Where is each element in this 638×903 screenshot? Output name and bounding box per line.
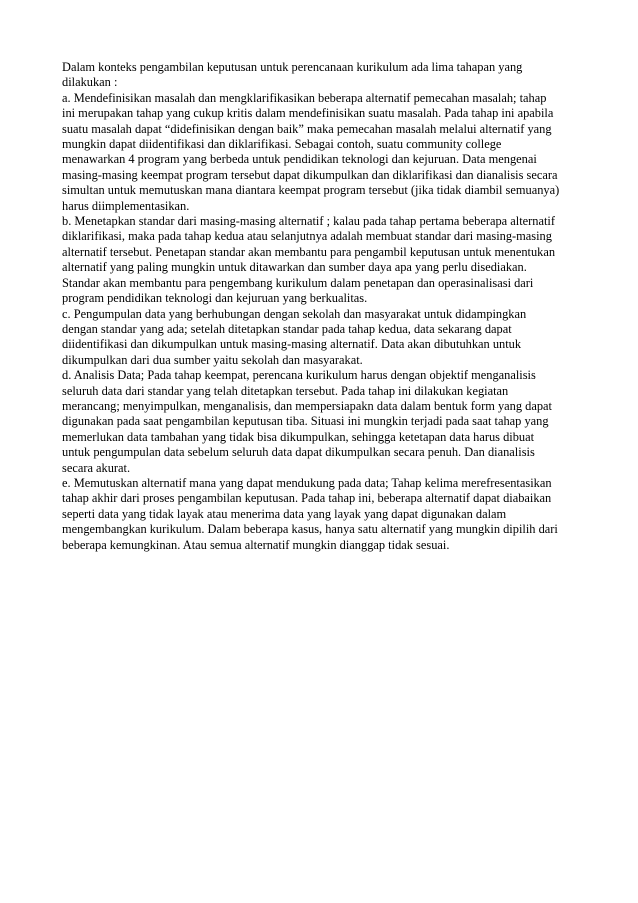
step-c-line: diidentifikasi dan dikumpulkan untuk masing-masing alternatif. Data akan dibutuhkan untuk	[62, 337, 522, 352]
step-a-line: mungkin dapat diidentifikasi dan diklarifikasi. Sebagai contoh, suatu community college	[62, 137, 502, 152]
step-d-line: seluruh data dari standar yang telah ditetapkan tersebut. Pada tahap ini dilakukan kegiatan	[62, 383, 509, 398]
step-d-line: digunakan pada saat pengambilan keputusan tiba. Situasi ini mungkin terjadi pada saat tahap yang	[62, 414, 549, 429]
document-body	[62, 60, 592, 553]
step-e-line: seperti data yang tidak layak atau menerima data yang layak yang dapat digunakan dalam	[62, 506, 507, 521]
step-d-line: merancang; menyimpulkan, menganalisis, dan mempersiapakn data dalam bentuk form yang dapat	[62, 398, 552, 413]
intro-line: Dalam konteks pengambilan keputusan untuk perencanaan kurikulum ada lima tahapan yang	[62, 60, 523, 74]
step-e-line: e. Memutuskan alternatif mana yang dapat mendukung pada data; Tahap kelima merefresentasikan	[62, 475, 552, 490]
step-e-line: tahap akhir dari proses pengambilan keputusan. Pada tahap ini, beberapa alternatif dapat diabaikan	[62, 491, 552, 506]
step-e-line: mengembangkan kurikulum. Dalam beberapa kasus, hanya satu alternatif yang mungkin dipilih dari	[62, 522, 558, 537]
step-d-line: secara akurat.	[62, 460, 131, 475]
step-b-line: alternatif tersebut. Penetapan standar akan membantu para pengambil keputusan untuk menentukan	[62, 244, 556, 259]
step-c-line: dikumpulkan dari dua sumber yaitu sekolah dan masyarakat.	[62, 352, 363, 367]
step-b-line: b. Menetapkan standar dari masing-masing alternatif ; kalau pada tahap pertama beberapa alternatif	[62, 214, 555, 229]
step-a-line: ini merupakan tahap yang cukup kritis dalam mendefinisikan suatu masalah. Pada tahap ini apabila	[62, 106, 554, 121]
step-b-line: Standar akan membantu para pengembang kurikulum dalam penetapan dan operasinalisasi dari	[62, 275, 534, 290]
step-a-line: a. Mendefinisikan masalah dan mengklarifikasikan beberapa alternatif pemecahan masalah; tahap	[62, 90, 547, 105]
step-a-line: suatu masalah dapat “didefinisikan dengan baik” maka pemecahan masalah melalui alternatif yang	[62, 121, 552, 136]
step-e-line: beberapa kemungkinan. Atau semua alternatif mungkin dianggap tidak sesuai.	[62, 537, 450, 552]
step-a-line: masing-masing keempat program tersebut dapat dikumpulkan dan diklarifikasi dan dianalisis secara	[62, 167, 558, 182]
step-c-line: c. Pengumpulan data yang berhubungan dengan sekolah dan masyarakat untuk didampingkan	[62, 306, 527, 321]
step-d-line: memerlukan data tambahan yang tidak bisa dikumpulkan, sehingga ketetapan data harus dibuat	[62, 429, 535, 444]
step-d-line: untuk pengumpulan data sebelum seluruh data dapat dikumpulkan secara penuh. Dan dianalisis	[62, 445, 535, 460]
step-a-line: harus diimplementasikan.	[62, 198, 190, 213]
step-b-line: alternatif yang paling mungkin untuk ditawarkan dan sumber daya apa yang perlu disediakan.	[62, 260, 527, 275]
step-a-line: menawarkan 4 program yang berbeda untuk pendidikan teknologi dan kejuruan. Data mengenai	[62, 152, 537, 167]
step-d-line: d. Analisis Data; Pada tahap keempat, perencana kurikulum harus dengan objektif menganalisis	[62, 368, 536, 383]
step-a-line: simultan untuk memutuskan mana diantara keempat program tersebut (jika tidak diambil semuanya)	[62, 183, 560, 198]
step-b-line: diklarifikasi, maka pada tahap kedua atau selanjutnya adalah membuat standar dari masing-masing	[62, 229, 552, 244]
step-c-line: dengan standar yang ada; setelah ditetapkan standar pada tahap kedua, data sekarang dapat	[62, 321, 512, 336]
step-b-line: program pendidikan teknologi dan kejuruan yang berkualitas.	[62, 291, 368, 306]
intro-line: dilakukan :	[62, 75, 118, 90]
